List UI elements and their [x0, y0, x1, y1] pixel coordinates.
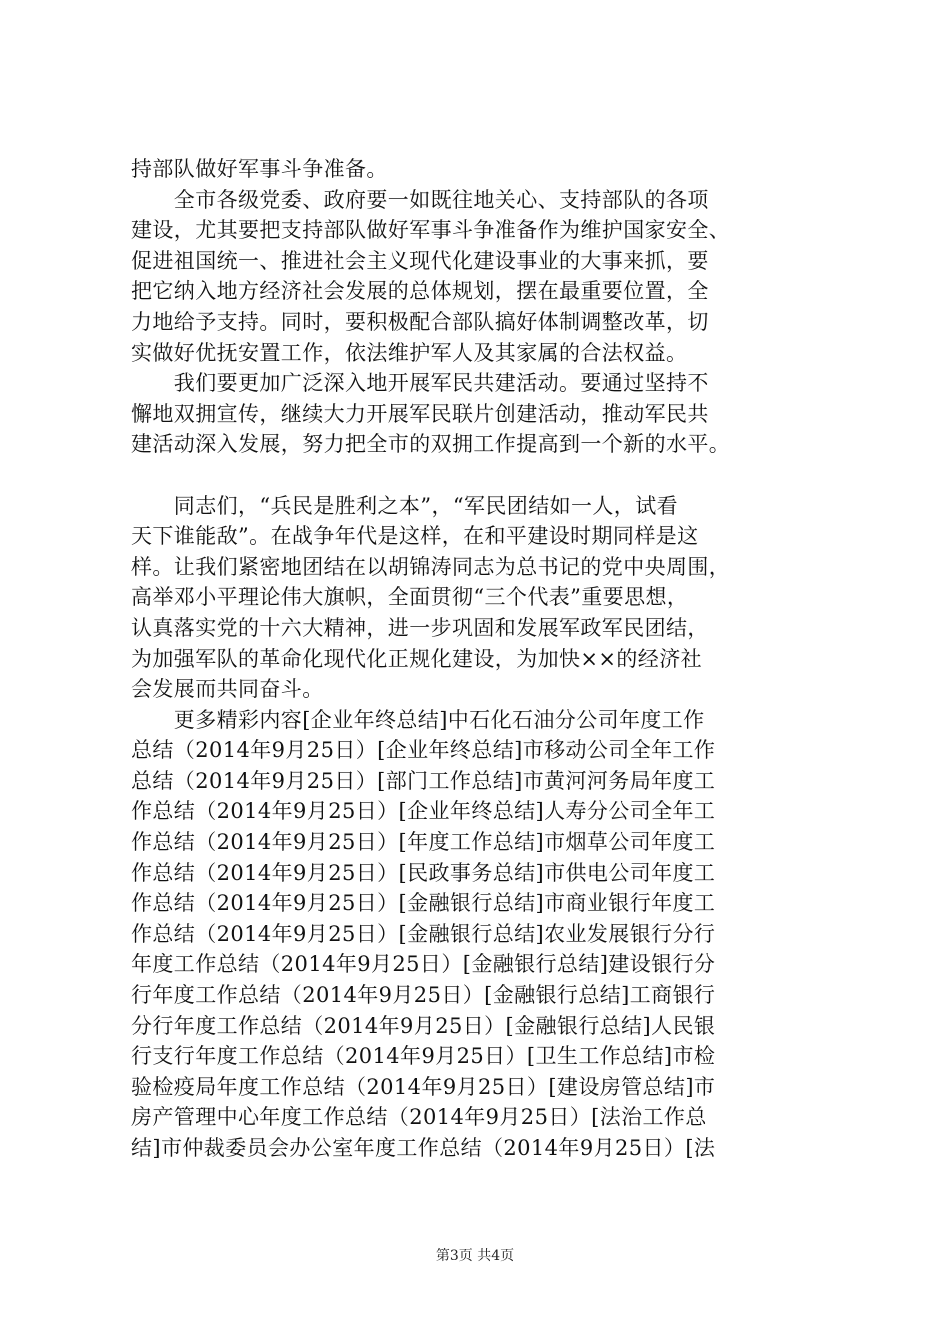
text-line: 行年度工作总结（2014年9月25日）[金融银行总结]工商银行: [131, 983, 716, 1008]
text-line: 我们要更加广泛深入地开展军民共建活动。要通过坚持不: [131, 371, 709, 396]
text-line: 作总结（2014年9月25日）[金融银行总结]市商业银行年度工: [131, 891, 716, 916]
text-line: 会发展而共同奋斗。: [131, 677, 324, 702]
paragraph-gap: [131, 460, 821, 491]
text-line: 总结（2014年9月25日）[部门工作总结]市黄河河务局年度工: [131, 768, 716, 793]
text-line: 作总结（2014年9月25日）[民政事务总结]市供电公司年度工: [131, 860, 716, 885]
text-line: 年度工作总结（2014年9月25日）[金融银行总结]建设银行分: [131, 952, 716, 977]
text-line: 房产管理中心年度工作总结（2014年9月25日）[法治工作总: [131, 1105, 707, 1130]
text-line: 促进祖国统一、推进社会主义现代化建设事业的大事来抓，要: [131, 248, 709, 273]
document-body: [131, 154, 821, 1164]
text-line: 天下谁能敌”。在战争年代是这样，在和平建设时期同样是这: [131, 524, 699, 549]
text-line: 为加强军队的革命化现代化正规化建设，为加快××的经济社: [131, 646, 702, 671]
text-line: 作总结（2014年9月25日）[企业年终总结]人寿分公司全年工: [131, 799, 716, 824]
text-line: 全市各级党委、政府要一如既往地关心、支持部队的各项: [131, 187, 709, 212]
page-number-footer: 第3页 共4页: [435, 1248, 515, 1264]
text-line: 懈地双拥宣传，继续大力开展军民联片创建活动，推动军民共: [131, 401, 709, 426]
text-line: 分行年度工作总结（2014年9月25日）[金融银行总结]人民银: [131, 1013, 716, 1038]
text-line: 验检疫局年度工作总结（2014年9月25日）[建设房管总结]市: [131, 1074, 716, 1099]
text-line: 高举邓小平理论伟大旗帜，全面贯彻“三个代表”重要思想，: [131, 585, 689, 610]
text-line: 持部队做好军事斗争准备。: [131, 157, 388, 181]
text-line: 认真落实党的十六大精神，进一步巩固和发展军政军民团结，: [131, 615, 709, 640]
text-line: 实做好优抚安置工作，依法维护军人及其家属的合法权益。: [131, 340, 688, 365]
text-line: 同志们，“兵民是胜利之本”，“军民团结如一人，试看: [131, 493, 679, 518]
text-line: 样。让我们紧密地团结在以胡锦涛同志为总书记的党中央周围，: [131, 554, 731, 579]
text-line: 力地给予支持。同时，要积极配合部队搞好体制调整改革，切: [131, 309, 709, 334]
text-line: 总结（2014年9月25日）[企业年终总结]市移动公司全年工作: [131, 738, 716, 763]
text-line: 建活动深入发展，努力把全市的双拥工作提高到一个新的水平。: [131, 432, 731, 457]
text-line: 作总结（2014年9月25日）[金融银行总结]农业发展银行分行: [131, 921, 716, 946]
text-line: 作总结（2014年9月25日）[年度工作总结]市烟草公司年度工: [131, 830, 716, 855]
text-line: 更多精彩内容[企业年终总结]中石化石油分公司年度工作: [131, 707, 705, 732]
text-line: 建设，尤其要把支持部队做好军事斗争准备作为维护国家安全、: [131, 218, 731, 243]
text-line: 结]市仲裁委员会办公室年度工作总结（2014年9月25日）[法: [131, 1136, 716, 1160]
text-line: 把它纳入地方经济社会发展的总体规划，摆在最重要位置，全: [131, 279, 709, 304]
text-line: 行支行年度工作总结（2014年9月25日）[卫生工作总结]市检: [131, 1044, 716, 1069]
